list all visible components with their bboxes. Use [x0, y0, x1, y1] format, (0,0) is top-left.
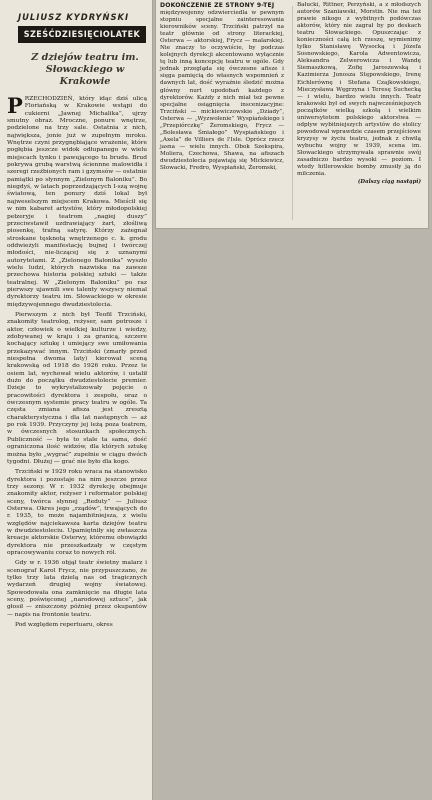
section-banner: SZEŚĆDZIESIĘCIOLATEK: [18, 26, 146, 43]
paragraph: Pierwszym z nich był Teofil Trzciński, znakomity teatrolog, reżyser, sam potrosze i aktor, człowiek o wielkiej kulturze i wiedzy, zdobywanej w kraju i za granicą, szczere kochający sztukę i umiejący swe umiłowania przekazywać innym. Trzciński (zmarły przed niespełna dwoma laty) kierował sceną krakowską od 1918 do 1926 roku. Przez te osiem lat, wychował wielu aktorów, i ustalił dużo do początku dwudziestolecie premier. Dzieje to wykrystalizowały pojęcie o pracowitości dyrektora i zespołu, oraz o ówczesnym systemie pracy teatru w ogóle. Ta częsta zmiana afisza jest zresztą charakterystyczna i dla lat następnych — aż po rok 1939. Przyczyny jej leżą poza teatrem, w ówczesnych stosunkach społecznych. Publiczność — była to stale ta sama, dość ograniczona ilość widzów, dla których sztukę można było „wygrać” zupełnie w ciągu dwóch tygodni. Dłużej — grać nie było dla kogo.: [7, 311, 147, 465]
article-subtitle: Z dziejów teatru im. Słowackiego w Krakowie: [31, 52, 139, 87]
paragraph: Pod względem repertuaru, okres: [15, 622, 113, 629]
text-column-b: [297, 2, 421, 186]
paragraph: Trzciński w 1929 roku wraca na stanowisko dyrektora i pozostaje na nim jeszcze przez trzy sezony. W r. 1932 dyrekcję obejmuje znakomity aktor, reżyser i reformator polskiej sceny, twórca słynnej „Reduty” — Juliusz Osterwa. Okres jego „rządów”, trwających do r. 1935, to może najambitniejsza, z wielu względów najciekawsza karta dziejów teatru w dwudziestoleciu. Upamiętniły się zwłaszcza kreacje aktorskie Osterwy, któremu obowiązki dyrektora nie przeszkadzały w częstym opracowywaniu coraz to nowych ról.: [7, 469, 147, 556]
article-clipping-right: [156, 0, 428, 228]
paragraph: międzywojenny odzwierciedla w pewnym stopniu specjalne zainteresowania kierowników sceny. Trzciński patrzył na teatr głównie od strony literackiej, Osterwa — aktorskiej, Frycz — malarskiej. Nie znaczy to oczywiście, by podczas kolejnych dyrekcji akcentowano wyłącznie tę lub inną koncepcję teatru w ogóle. Gdy jednak przegląda się ówczesne afisze i sięga pamięcią do własnych wspomnień z dawnych lat, dość wyraźnie śledzić można główny nurt upodobań każdego z dyrektorów. Każdy z nich miał też pewne specjalne osiągnięcia inscenizacyjne: Trzciński — mickiewiczowskie „Dziady”, Osterwa — „Wyzwolenie” Wyspiańskiego i „Przepiórczkę” Żeromskiego, Frycz — „Bolesława Śmiałego” Wyspiańskiego i „Axela” de Villiers de l'Isle. Oprócz rzecz jasna — wielu innych. Obok Szekspira, Moliera, Czechowa, Shawa, na afiszach dwudziestolecia pojawiają się Mickiewicz, Słowacki, Fredro, Wyspiański, Żeromski,: [160, 10, 284, 172]
article-body: [7, 93, 147, 629]
paragraph: Bałucki, Rittner, Perzyński, a z młodszych autorów Szaniawski, Morstin. Nie ma też prawie nikogo z wybitnych podówczas aktorów, który nie zagrał by po deskach teatru Słowackiego. Opuszczając z konieczności całą ich rzeszę, wymienimy tylko Stanisławę Wysocką i Józefa Sosnowskiego, Karola Adwentowicza, Aleksandra Zelwerowicza i Wandę Siemaszkową, Zofię Jaroszewską i Kazimierza Junosza Stępowskiego, Irenę Eichlerównę i Stefana Czajkowskiego, Mieczysława Węgrzyna i Teresę Suchecką — i wielu, bardzo wielu innych. Teatr krakowski był od swych najwcześniejszych początków wielką szkołą i wielkim uniwersytetem polskiego aktorstwa — odpływ wybitniejszych artystów do stolicy powodował wprawdzie czasem przejściowe kryzysy w życiu teatru, jednak z chwilą wybuchu wojny w 1939, scena im. Słowackiego utrzymywała sprawnie swój zasadniczo bardzo wysoki — poziom. I wtedy hitlerowskie bomby zmusiły ją do milczenia.: [297, 2, 421, 178]
text-column-a: [160, 10, 284, 172]
article-clipping-left: [0, 0, 152, 800]
paragraph-text: RZECHODZIEŃ, który idąc dziś ulicą Floriańską w Krakowie wstąpi do cukierni „Jawnej Michalika”, ujrzy smutny obraz. Mroczne, ponure wnętrze, podzielone na trzy sale. Ostatnia z nich, największa, jonie już w zupełnym mroku. Wnętrze czyni przygnębiające wrażenie, które pogłębia jeszcze widok odłupanego w wielu miejscach tynku i pawującego tu brudu. Brud pokrywa grubą warstwą ściennne malowidła i szeregi rzeźbionych ram i gzymsów — ostatnie pamiątki po słynnym „Zielonym Baloniku”. Bo niegdyś, w latach poprzedzających I-szą wojnę światową, ten ponury dziś lokal był najweselszym miejscem Krakowa. Mieścił się w nim kabaret artystów, który młodopolskiej pełzeryje i teatrom „nagiej duszy” przeciwstawił uzdrawiający żart, złośliwą piosenkę, trafną satyrę. Którzy zażegnał stroskane tęsknotą wnętrzenego c. k. grodu oddwieżyli manifestację bujnej i twórczej młodości, nie-liczącej się z uznanymi autorytetami. Z „Zielonego Balonika” wyszło wielu ludzi, których nazwiska na zawsze przechowa historia polskiej sztuki — także teatralnej. W „Zielonym Baloniku” po raz pierwszy ujawnili swe talenty wszyscy niemal dyrektorzy teatru im. Słowackiego w okresie międzywojennego dwudziestolecia.: [7, 96, 147, 308]
continuation-header: DOKOŃCZENIE ZE STRONY 9-TEJ: [160, 2, 275, 9]
paragraph: [7, 93, 147, 309]
paragraph: Gdy w r. 1936 objął teatr świetny malarz i scenograf Karol Frycz, nie przypuszczano, że tylko trzy lata dzielą nas od tragicznych wydarzeń drugiej wojny światowej. Spowodowała ona zamknięcie na długie lata sceny, poświęconej „narodowej sztuce”, jak głosił — zniszczony później przez okupantów — napis na frontonie teatru.: [7, 560, 147, 618]
drop-cap: P: [7, 93, 23, 118]
continuation-note: (Dalszy ciąg nastąpi): [357, 179, 421, 186]
column-divider: [292, 6, 293, 220]
author-name: JULIUSZ KYDRYŃSKI: [18, 12, 130, 22]
